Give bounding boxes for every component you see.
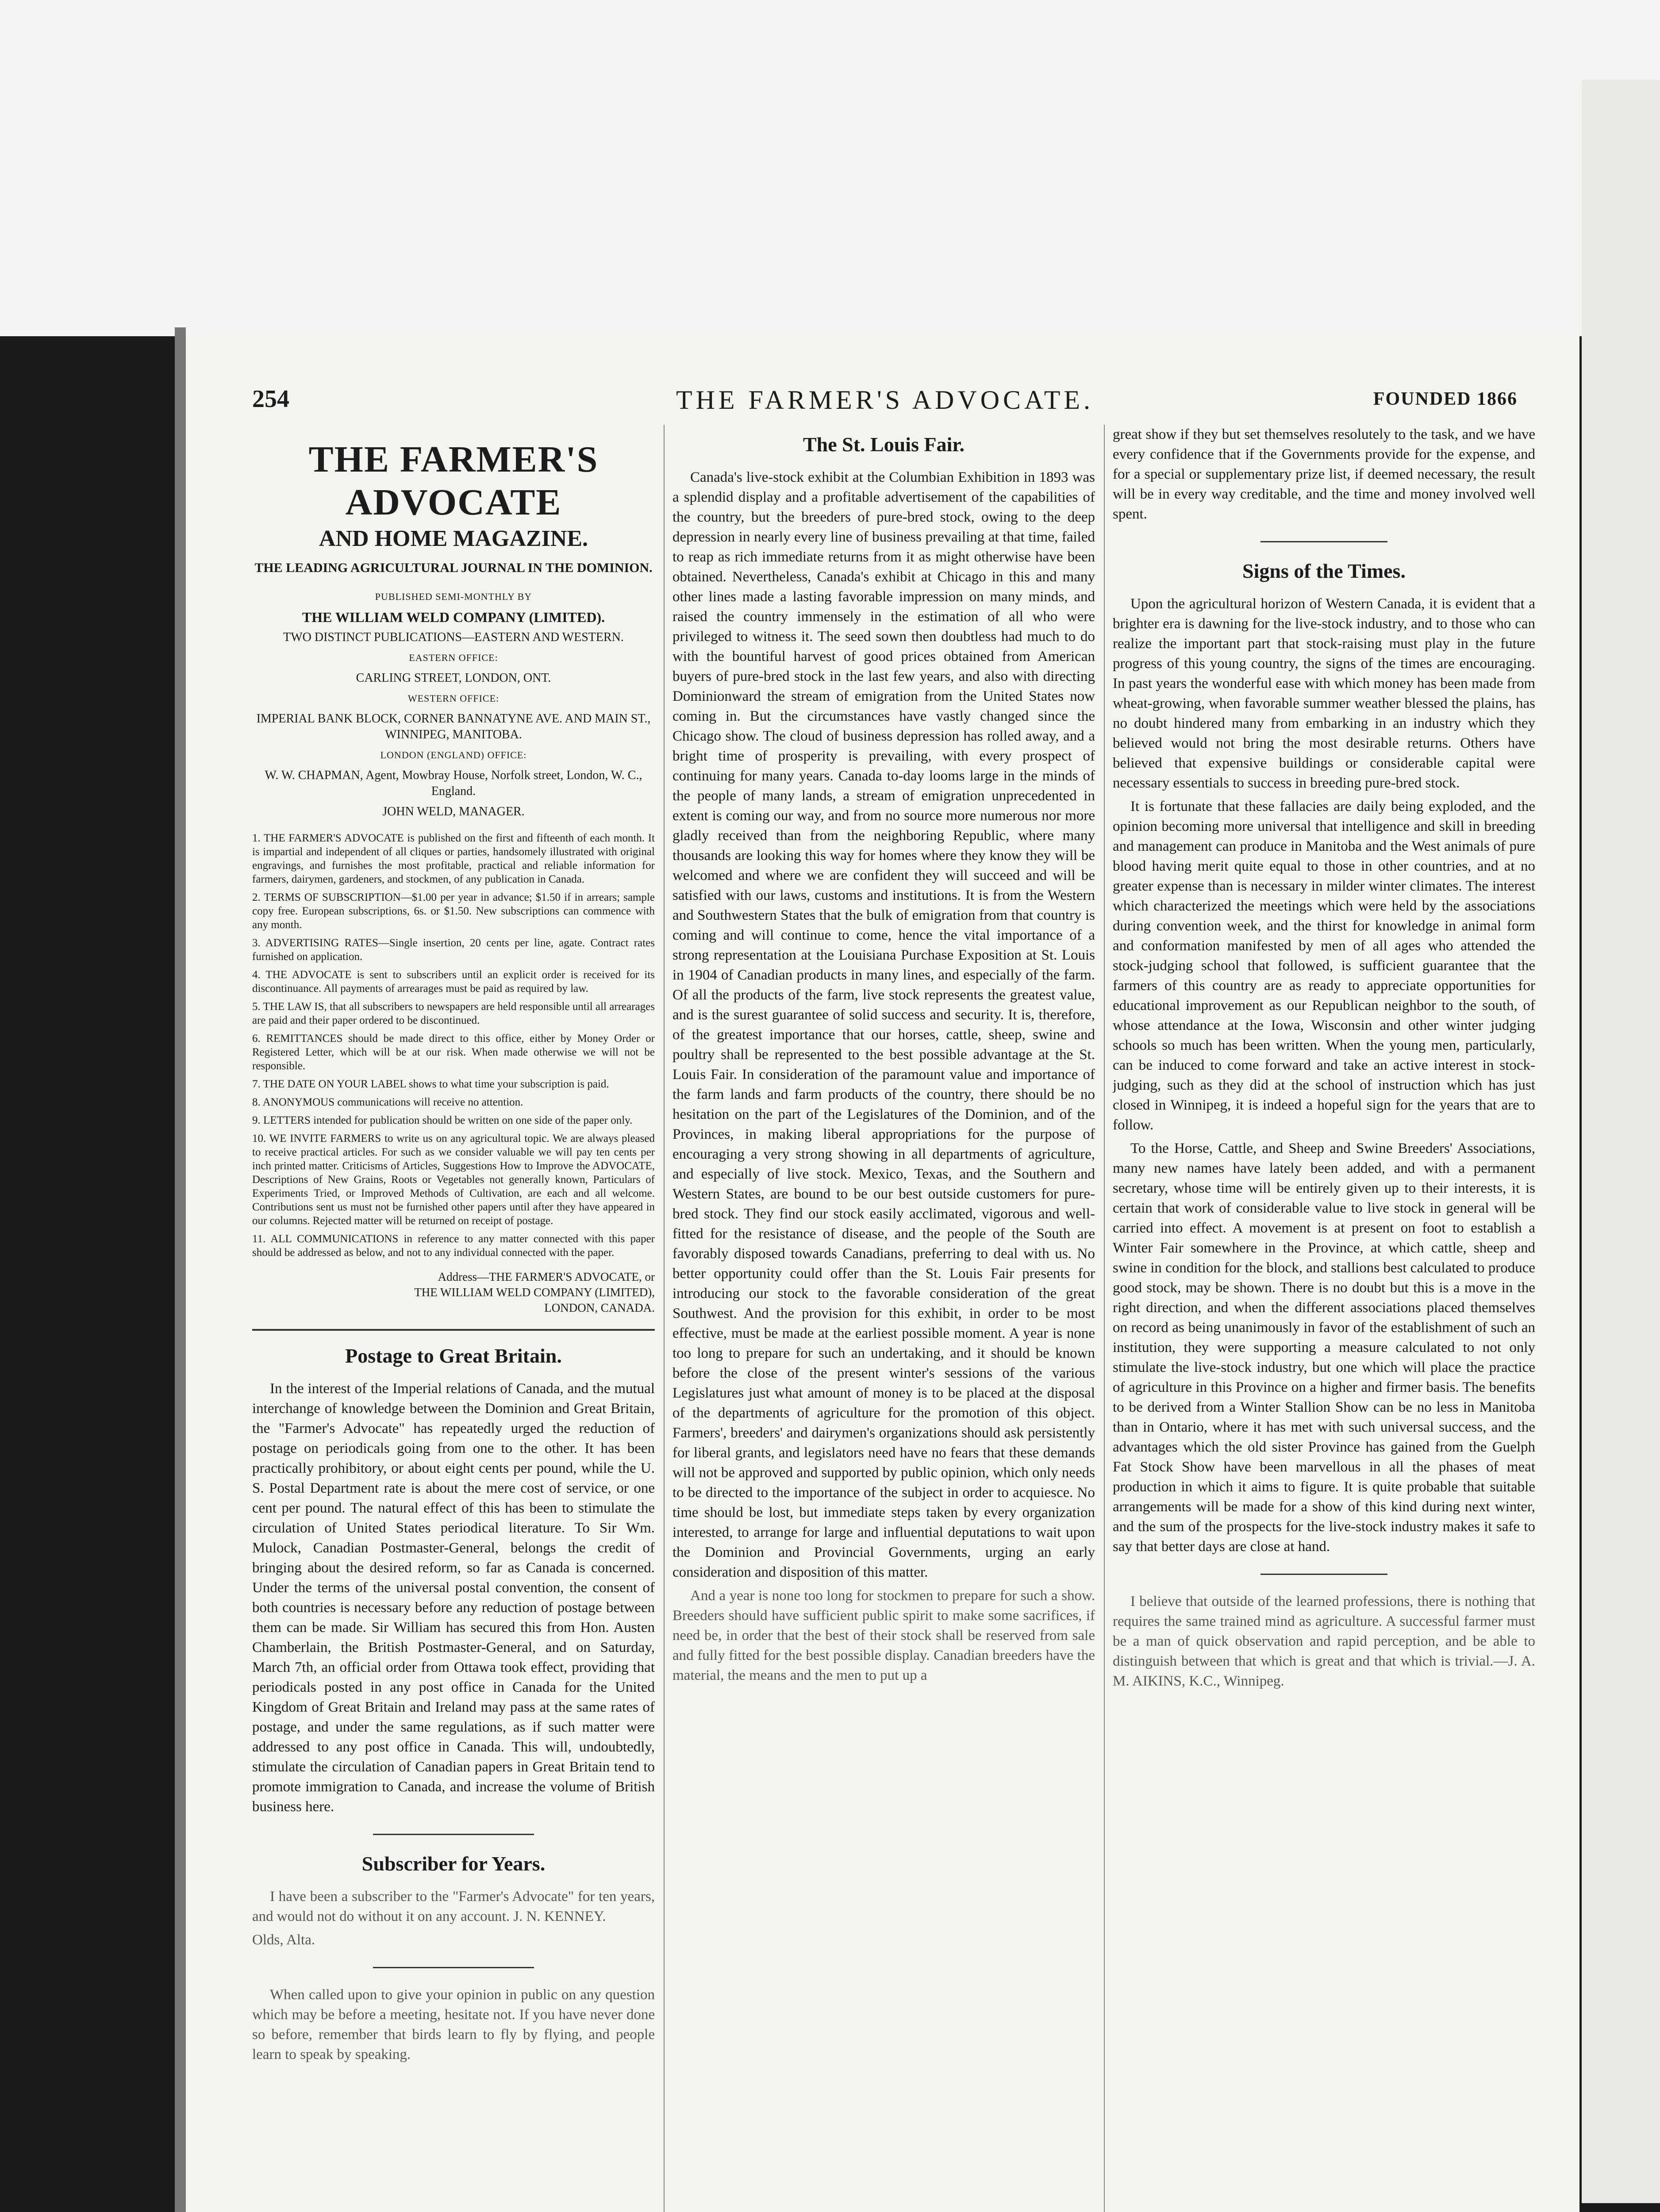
london-office-address: W. W. CHAPMAN, Agent, Mowbray House, Norfolk street, London, W. C., England. — [265, 768, 642, 798]
founded-note: FOUNDED 1866 — [1373, 389, 1518, 409]
stlouis-paragraph: Canada's live-stock exhibit at the Columbian Exhibition in 1893 was a splendid display and a profitable advertisement of the capabilities of the country, but the breeders of pure-bred stock, owing to the deep depression in nearly every line of business prevailing at that time, failed to reap as rich immediate returns from it as might otherwise have been obtained. Nevertheless, Canada's exhibit at Chicago in this and many other lines made a lasting favorable impression on many minds, and raised the country immensely in the estimation of all who were privileged to witness it. The seed sown then doubtless had much to do with the bountiful harvest of good prices obtained from American buyers of pure-bred stock in the last few years, and also with directing Dominionward the stream of emigration from the United States now coming in. But the circumstances have vastly changed since the Chicago show. The cloud of business depression has rolled away, and a bright time of prosperity is prevailing, with every prospect of continuing for many years. Canada to-day looms large in the minds of the people of many lands, a stream of emigration unprecedented in extent is coming our way, and from no source more numerous nor more gladly received than from the neighboring Republic, where many thousands are looking this way for homes where they know they will be welcomed and where we are confident they will succeed and will be satisfied with our laws, customs and institutions. It is from the Western and Southwestern States that the bulk of emigration from that country is coming and will continue to come, hence the vital importance of a strong representation at the Louisiana Purchase Exposition at St. Louis in 1904 of Canadian products in many lines, and especially of the farm. Of all the products of the farm, live stock represents the greatest value, and is the surest guarantee of solid success and security. It is, therefore, of the greatest importance that our horses, cattle, sheep, swine and poultry shall be represented to the best possible advantage at the St. Louis Fair. In consideration of the paramount value and importance of the farm lands and farm products of the country, there should be no hesitation on the part of the Legislatures of the Dominion, and of the Provinces, in making liberal appropriations for the purpose of encouraging a very strong showing in all departments of agriculture, and especially of live stock. Mexico, Texas, and the Southern and Western States, are bound to be our best outside customers for pure-bred stock. They find our stock easily acclimated, vigorous and well-fitted for the resistance of disease, and the people of the South are favorably disposed towards Canadians, preferring to deal with us. No better opportunity could offer than the St. Louis Fair presents for introducing our stock to the favorable consideration of the great Southwest. And the provision for this exhibit, in order to be most effective, must be made at the earliest possible moment. A year is none too long to prepare for such an undertaking, and it should be known before the close of the present winter's sessions of the various Legislatures just what amount of money is to be placed at the disposal of the departments of agriculture for the promotion of this object. Farmers', breeders' and dairymen's organizations should ask persistently for liberal grants, and legislators need have no fears that these demands will not be approved and supported by public opinion, which only needs to be directed to the importance of the subject in order to acquiesce. No time should be lost, but immediate steps taken by every organization interested, to arrange for large and influential deputations to wait upon the Dominion and Provincial Governments, urging an early consideration and disposition of this matter. — [672, 469, 1095, 1580]
london-office-label: LONDON (ENGLAND) OFFICE: — [380, 749, 527, 760]
postage-heading: Postage to Great Britain. — [345, 1344, 562, 1367]
column-rule — [664, 425, 665, 2212]
masthead-lead: THE LEADING AGRICULTURAL JOURNAL IN THE DOMINION. — [254, 561, 653, 575]
column-right — [1113, 425, 1535, 2212]
section-divider — [1260, 541, 1387, 542]
section-divider — [373, 1834, 534, 1835]
published-by: PUBLISHED SEMI-MONTHLY BY — [375, 591, 532, 602]
postage-article: In the interest of the Imperial relations of Canada, and the mutual interchange of knowledge between the Dominion and Great Britain, the "Farmer's Advocate" has repeatedly urged the reduction of postage on periodicals going from one to the other. It has been practically prohibitory, or about eight cents per pound, while the U. S. Postal Department rate is about the mere cost of service, or one cent per pound. The natural effect of this has been to stimulate the circulation of United States periodical literature. To Sir Wm. Mulock, Canadian Postmaster-General, belongs the credit of bringing about the desired reform, so far as Canada is concerned. Under the terms of the universal postal convention, the consent of both countries is necessary before any reduction of postage between them can be made. Sir William has secured this from Hon. Austen Chamberlain, the British Postmaster-General, and on Saturday, March 7th, an official order from Ottawa took effect, providing that periodicals posted in any post office in Canada for the United Kingdom of Great Britain and Ireland may pass at the same rates of postage, and under the same regulations, as if such matter were addressed to any post office in Canada. This will, undoubtedly, stimulate the circulation of Canadian papers in Great Britain tend to promote immigration to Canada, and increase the volume of British business here. — [252, 1381, 655, 1815]
address-line: LONDON, CANADA. — [544, 1301, 655, 1314]
masthead-title: THE FARMER'S ADVOCATE — [308, 439, 599, 523]
terms-item: 5. THE LAW IS, that all subscribers to newspapers are held responsible until all arrearages are paid and their paper ordered to be discontinued. — [252, 1001, 655, 1026]
western-office-label: WESTERN OFFICE: — [407, 693, 500, 704]
scan-background — [0, 0, 1660, 336]
opinion-note: When called upon to give your opinion in public on any question which may be before a meeting, hesitate not. If you have never done so before, remember that birds learn to fly by flying, and people learn to speak by speaking. — [252, 1987, 655, 2062]
stlouis-continuation: great show if they but set themselves resolutely to the task, and we have every confidence that if the Governments provide for the expense, and for a special or supplementary prize list, if deemed necessary, the result will be in every way creditable, and the time and money involved well spent. — [1113, 426, 1535, 522]
masthead-subtitle: AND HOME MAGAZINE. — [319, 526, 588, 551]
company-name: THE WILLIAM WELD COMPANY (LIMITED). — [302, 609, 605, 625]
subscriber-place: Olds, Alta. — [252, 1932, 315, 1948]
signs-heading: Signs of the Times. — [1242, 560, 1406, 582]
terms-item: 11. ALL COMMUNICATIONS in reference to any matter connected with this paper should be addressed as below, and not to any individual connected with the paper. — [252, 1233, 655, 1259]
column-middle — [672, 425, 1095, 2212]
terms-list — [252, 831, 655, 1260]
address-line: Address—THE FARMER'S ADVOCATE, or — [438, 1270, 655, 1283]
terms-item: 2. TERMS OF SUBSCRIPTION—$1.00 per year in advance; $1.50 if in arrears; sample copy free. European subscriptions, 6s. or $1.50. New subscriptions can commence with any month. — [252, 891, 655, 931]
column-left — [252, 425, 655, 2212]
section-divider — [1260, 1574, 1387, 1575]
signs-paragraph: Upon the agricultural horizon of Western Canada, it is evident that a brighter era is dawning for the live-stock industry, and to those who can realize the important part that stock-raising must play in the future progress of this young country, the signs of the times are encouraging. In past years the wonderful ease with which money has been made from wheat-growing, when favorable summer weather blessed the plains, has no doubt hindered many from embarking in an industry which they believed would not bring the most desirable returns. Others have believed that expensive buildings or considerable capital were necessary essentials to success in breeding pure-bred stock. — [1113, 596, 1535, 791]
section-divider — [373, 1967, 534, 1968]
terms-item: 3. ADVERTISING RATES—Single insertion, 20 cents per line, agate. Contract rates furnished on application. — [252, 937, 655, 963]
page-binding-shadow — [175, 327, 186, 2212]
newspaper-page — [186, 336, 1579, 2212]
terms-item: 4. THE ADVOCATE is sent to subscribers until an explicit order is received for its discontinuance. All payments of arrearages must be paid as required by law. — [252, 969, 655, 995]
page-header — [252, 385, 1518, 420]
eastern-office-label: EASTERN OFFICE: — [409, 652, 498, 663]
column-rule — [1104, 425, 1105, 2212]
section-divider — [252, 1329, 655, 1331]
running-title: THE FARMER'S ADVOCATE. — [676, 385, 1094, 415]
page-number: 254 — [252, 385, 289, 413]
terms-item: 8. ANONYMOUS communications will receive no attention. — [252, 1096, 523, 1108]
terms-item: 6. REMITTANCES should be made direct to this office, either by Money Order or Registered Letter, which will be at our risk. When made otherwise we will not be responsible. — [252, 1033, 655, 1072]
stlouis-paragraph: And a year is none too long for stockmen to prepare for such a show. Breeders should have sufficient public spirit to make some sacrifices, if need be, in order that the best of their stock shall be reserved from sale and fully fitted for the best possible display. Canadian breeders have the material, the means and the men to put up a — [672, 1588, 1095, 1683]
terms-item: 9. LETTERS intended for publication should be written on one side of the paper only. — [252, 1114, 633, 1126]
western-office-address: IMPERIAL BANK BLOCK, CORNER BANNATYNE AVE. AND MAIN ST., WINNIPEG, MANITOBA. — [256, 712, 651, 741]
subscriber-heading: Subscriber for Years. — [361, 1852, 546, 1875]
eastern-office-address: CARLING STREET, LONDON, ONT. — [356, 671, 551, 685]
subscriber-letter: I have been a subscriber to the "Farmer's Advocate" for ten years, and would not do without it on any account. J. N. KENNEY. — [252, 1889, 655, 1924]
manager-name: JOHN WELD, MANAGER. — [382, 805, 525, 818]
signs-paragraph: It is fortunate that these fallacies are daily being exploded, and the opinion becoming more universal that intelligence and skill in breeding and management can produce in Manitoba and the West animals of pure blood having merit quite equal to those in other countries, and at no greater expense than is necessary in milder winter climates. The interest which characterized the meetings which were held by the associations during convention week, and the thirst for knowledge in animal form and conformation manifested by men of all ages who attended the stock-judging school that followed, is sufficient guarantee that the farmers of this country are as ready to appreciate opportunities for educational improvement as our Republican neighbor to the south, of whose attendance at the Iowa, Wisconsin and other winter judging schools so much has been written. When the young men, particularly, can be induced to come forward and take an active interest in stock-judging, such as they did at the school of instruction which has just closed in Winnipeg, it is indeed a hopeful sign for the years that are to follow. — [1113, 799, 1535, 1133]
stlouis-heading: The St. Louis Fair. — [803, 433, 965, 456]
terms-item: 1. THE FARMER'S ADVOCATE is published on the first and fifteenth of each month. It is impartial and independent of all cliques or parties, handsomely illustrated with original engravings, and furnishes the most profitable, practical and reliable information for farmers, dairymen, gardeners, and stockmen, of any publication in Canada. — [252, 832, 655, 885]
terms-item: 7. THE DATE ON YOUR LABEL shows to what time your subscription is paid. — [252, 1078, 609, 1090]
mailing-address — [252, 1269, 655, 1316]
profession-quote: I believe that outside of the learned professions, there is nothing that requires the same trained mind as agriculture. A successful farmer must be a man of quick observation and rapid perception, and be able to distinguish between that which is great and that which is trivial.—J. A. M. AIKINS, K.C., Winnipeg. — [1113, 1594, 1535, 1689]
address-line: THE WILLIAM WELD COMPANY (LIMITED), — [414, 1286, 655, 1299]
next-page-edge — [1582, 80, 1660, 2203]
signs-paragraph: To the Horse, Cattle, and Sheep and Swine Breeders' Associations, many new names have lately been added, and with a permanent secretary, whose time will be entirely given up to their interests, it is certain that work of considerable value to live stock in general will be carried into effect. A movement is at present on foot to establish a Winter Fair somewhere in the Province, at which cattle, sheep and swine in condition for the block, and stallions best calculated to produce good stock, may be shown. There is no doubt but this is a move in the right direction, and when the different associations placed themselves on record as being unanimously in favor of the establishment of such an institution, they were supporting a measure calculated to not only stimulate the live-stock industry, but one which will place the practice of agriculture in this Province on a higher and firmer basis. The benefits to be derived from a Winter Stallion Show can be no less in Manitoba than in Ontario, where it has met with such universal success, and the advantages which the old sister Province has gained from the Guelph Fat Stock Show have been marvellous in all the phases of meat production in which it aims to figure. It is quite probable that suitable arrangements will be made for a show of this kind during next winter, and the sum of the prospects for the live-stock industry makes it safe to say that better days are close at hand. — [1113, 1141, 1535, 1555]
terms-item: 10. WE INVITE FARMERS to write us on any agricultural topic. We are always pleased to receive practical articles. For such as we consider valuable we will pay ten cents per inch printed matter. Criticisms of Articles, Suggestions How to Improve the ADVOCATE, Descriptions of New Grains, Roots or Vegetables not generally known, Particulars of Experiments Tried, or Improved Methods of Cultivation, are each and all welcome. Contributions sent us must not be furnished other papers until after they have appeared in our columns. Rejected matter will be returned on receipt of postage. — [252, 1133, 655, 1227]
publications-note: TWO DISTINCT PUBLICATIONS—EASTERN AND WESTERN. — [283, 630, 624, 644]
